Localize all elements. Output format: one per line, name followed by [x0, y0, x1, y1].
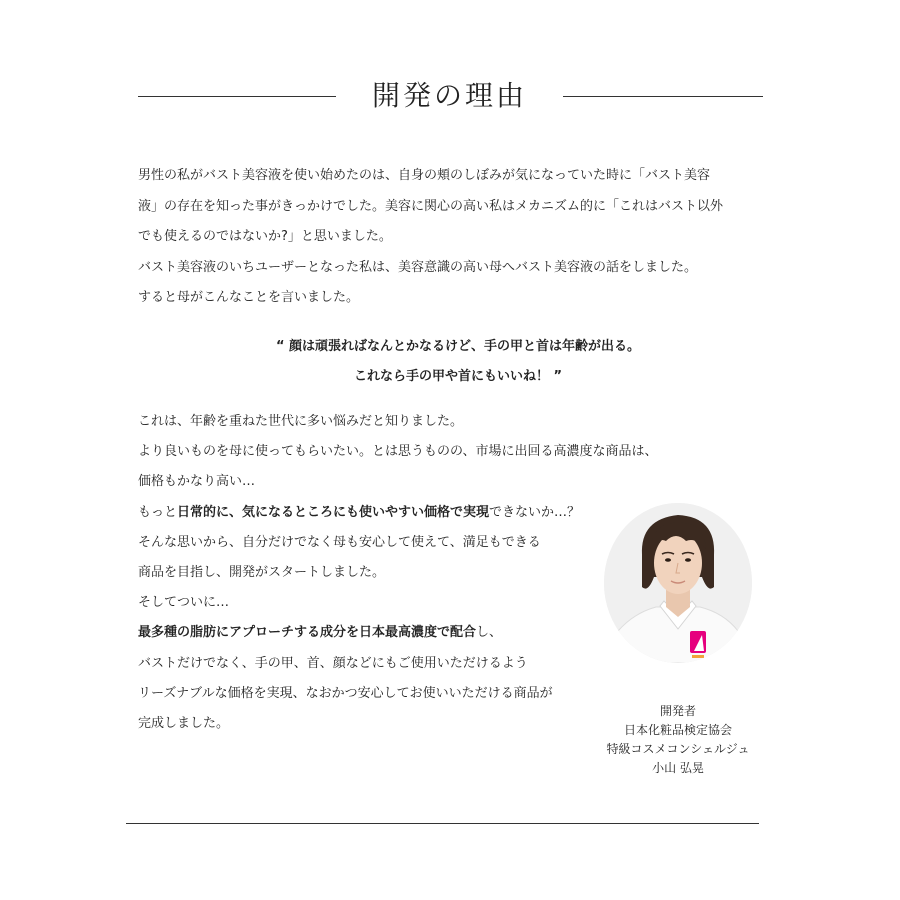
story-line: 価格もかなり高い…: [138, 474, 256, 490]
story-line: [138, 618, 608, 648]
story-text: できないか…？: [489, 504, 581, 520]
quote-line: “ 顔は頑張ればなんとかなるけど、手の甲と首は年齢が出る。: [275, 339, 641, 354]
developer-portrait-illustration: [604, 503, 752, 663]
mother-quote: [138, 332, 778, 392]
story-emphasis: 日常的に、気になるところにも使いやすい価格で実現: [177, 504, 490, 520]
story-text: もっと: [138, 504, 178, 520]
intro-line: でも使えるのではないか?」と思いました。: [138, 229, 392, 244]
developer-portrait: [604, 503, 752, 663]
intro-line: バスト美容液のいちユーザーとなった私は、美容意識の高い母へバスト美容液の話をしました。: [138, 259, 698, 275]
caption-qualification: 特級コスメコンシェルジュ: [606, 742, 750, 756]
title-rule-right: [563, 96, 763, 97]
story-line: 完成しました。: [138, 716, 230, 732]
page-title: 開発の理由: [371, 79, 527, 112]
story-line: これは、年齢を重ねた世代に多い悩みだと知りました。: [138, 414, 464, 429]
caption-name: 小山 弘晃: [652, 761, 704, 775]
caption-organization: 日本化粧品検定協会: [623, 723, 732, 737]
story-line: そしてついに…: [138, 595, 230, 611]
story-paragraph: [138, 407, 658, 739]
story-line: 商品を目指し、開発がスタートしました。: [138, 565, 386, 581]
story-line: より良いものを母に使ってもらいたい。とは思うものの、市場に出回る高濃度な商品は、: [138, 444, 658, 460]
quote-line: これなら手の甲や首にもいいね！ ”: [353, 369, 563, 384]
story-text: し、: [476, 625, 503, 641]
story-line: そんな思いから、自分だけでなく母も安心して使えて、満足もできる: [138, 534, 541, 550]
intro-paragraph: [138, 161, 778, 314]
intro-line: すると母がこんなことを言いました。: [138, 290, 360, 305]
bottom-divider: [126, 823, 759, 824]
story-line: リーズナブルな価格を実現、なおかつ安心してお使いいただける商品が: [138, 685, 553, 701]
intro-line: 男性の私がバスト美容液を使い始めたのは、自身の頬のしぼみが気になっていた時に「バスト美容: [138, 168, 711, 183]
developer-caption: [590, 702, 766, 778]
story-line: バストだけでなく、手の甲、首、顔などにもご使用いただけるよう: [138, 655, 528, 671]
caption-role: 開発者: [659, 704, 696, 718]
story-emphasis: 最多種の脂肪にアプローチする成分を日本最高濃度で配合: [138, 625, 477, 641]
intro-line: 液」の存在を知った事がきっかけでした。美容に関心の高い私はメカニズム的に「これはバスト以外: [138, 198, 724, 214]
title-rule-left: [138, 96, 336, 97]
story-line: [138, 498, 608, 528]
